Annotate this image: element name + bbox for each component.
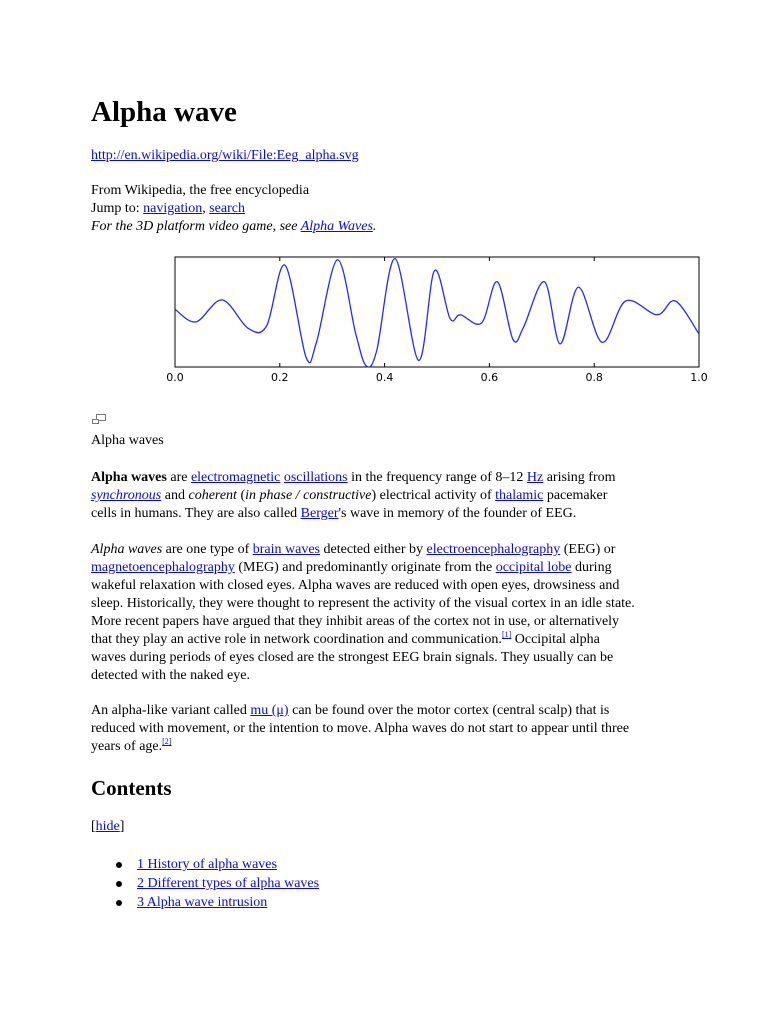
jump-to-line [91,200,376,218]
paragraph-line: waves during periods of eyes closed are the strongest EEG brain signals. They usually can be [91,650,614,665]
paragraph-line [91,738,691,756]
text: are [166,470,191,485]
link-occipital-lobe[interactable]: occipital lobe [495,560,572,575]
x-tick-label: 0.0 [166,371,184,384]
link-brain-waves[interactable]: brain waves [252,542,320,557]
paragraph-line: wakeful relaxation with closed eyes. Alpha waves are reduced with open eyes, drowsiness and [91,578,620,593]
eeg-alpha-chart [163,252,768,392]
hatnote-text: For the 3D platform video game, see [91,219,301,234]
jump-link-search[interactable]: search [209,201,245,216]
x-tick-label: 0.4 [375,371,394,384]
link-thalamic[interactable]: thalamic [495,488,544,503]
toc-toggle [91,818,124,836]
italic-coherent: coherent [188,488,237,503]
paragraph-line: detected with the naked eye. [91,668,250,683]
text: in the frequency range of 8–12 [347,470,527,485]
bullet-icon [116,900,122,906]
reference-link-2[interactable]: [2] [162,737,172,746]
bullet-icon [116,881,122,887]
link-electromagnetic[interactable]: electromagnetic [190,470,281,485]
paragraph-line [91,541,691,559]
source-link[interactable]: http://en.wikipedia.org/wiki/File:Eeg_alpha.svg [91,148,359,163]
source-link-line [91,147,359,165]
italic-alpha-waves: Alpha waves [91,542,163,557]
x-tick-label: 0.6 [480,371,499,384]
hatnote [91,218,376,236]
text: ( [236,488,246,503]
plot-frame-rect [175,257,699,367]
figure-caption: Alpha waves [91,433,164,448]
jump-to-label: Jump to: [91,201,144,216]
paragraph-line [91,702,691,720]
text: during [571,560,612,575]
link-oscillations[interactable]: oscillations [283,470,348,485]
toc-link-history[interactable]: 1 History of alpha waves [137,857,277,872]
article-meta [91,182,376,236]
text: Occipital alpha [511,632,600,647]
text: can be found over the motor cortex (central scalp) that is [288,703,610,718]
x-tick-label: 0.2 [271,371,289,384]
magnify-clip-icon[interactable] [91,414,107,426]
tagline: From Wikipedia, the free encyclopedia [91,183,310,198]
x-axis-tick-labels [166,371,708,384]
toc-link-intrusion[interactable]: 3 Alpha wave intrusion [137,895,268,910]
paragraph-line [91,469,691,487]
paragraph-line [91,631,691,649]
text: and [161,488,189,503]
paragraph-brain-waves [91,541,691,685]
plot-frame [175,257,699,367]
paragraph-line [91,505,691,523]
bracket-open: [ [91,819,96,834]
text: that they play an active role in network coordination and communication. [91,632,502,647]
text: cells in humans. They are also called [91,506,301,521]
link-berger[interactable]: Berger [300,506,339,521]
contents-heading: Contents [91,776,172,800]
toc-item [91,893,319,912]
paragraph-line: More recent papers have argued that they inhibit areas of the cortex not in use, or alternatively [91,614,620,629]
bracket-close: ] [119,819,125,834]
paragraph-line: reduced with movement, or the intention to move. Alpha waves do not start to appear until three [91,721,630,736]
hatnote-suffix: . [372,219,377,234]
toc-item [91,855,319,874]
text: ) electrical activity of [371,488,496,503]
link-electroencephalography[interactable]: electroencephalography [426,542,561,557]
text: detected either by [320,542,427,557]
text: years of age. [91,739,163,754]
toc-item [91,874,319,893]
italic-phase: in phase / constructive [245,488,372,503]
link-hz[interactable]: Hz [526,470,544,485]
text: 's wave in memory of the founder of EEG. [338,506,577,521]
link-mu[interactable]: mu (μ) [250,703,289,718]
text: An alpha-like variant called [91,703,251,718]
reference-link-1[interactable]: [1] [501,630,512,639]
paragraph-line: sleep. Historically, they were thought to represent the activity of the visual cortex in an idle state. [91,596,635,611]
text: (EEG) or [560,542,616,557]
text: are one type of [162,542,253,557]
x-tick-label: 1.0 [690,371,708,384]
paragraph-mu [91,702,691,756]
page-title: Alpha wave [91,96,237,128]
text: (MEG) and predominantly originate from the [234,560,496,575]
paragraph-intro [91,469,691,523]
hatnote-link[interactable]: Alpha Waves [300,219,373,234]
x-tick-label: 0.8 [585,371,603,384]
bold-term: Alpha waves [91,470,167,485]
jump-separator: , [202,201,210,216]
text: arising from [543,470,616,485]
hide-toc-link[interactable]: hide [95,819,120,834]
link-magnetoencephalography[interactable]: magnetoencephalography [91,560,235,575]
bullet-icon [116,862,122,868]
toc-link-types[interactable]: 2 Different types of alpha waves [137,876,320,891]
paragraph-line [91,487,691,505]
text: pacemaker [543,488,608,503]
paragraph-line [91,559,691,577]
link-synchronous[interactable]: synchronous [91,488,162,503]
jump-link-navigation[interactable]: navigation [143,201,203,216]
table-of-contents [91,855,319,912]
